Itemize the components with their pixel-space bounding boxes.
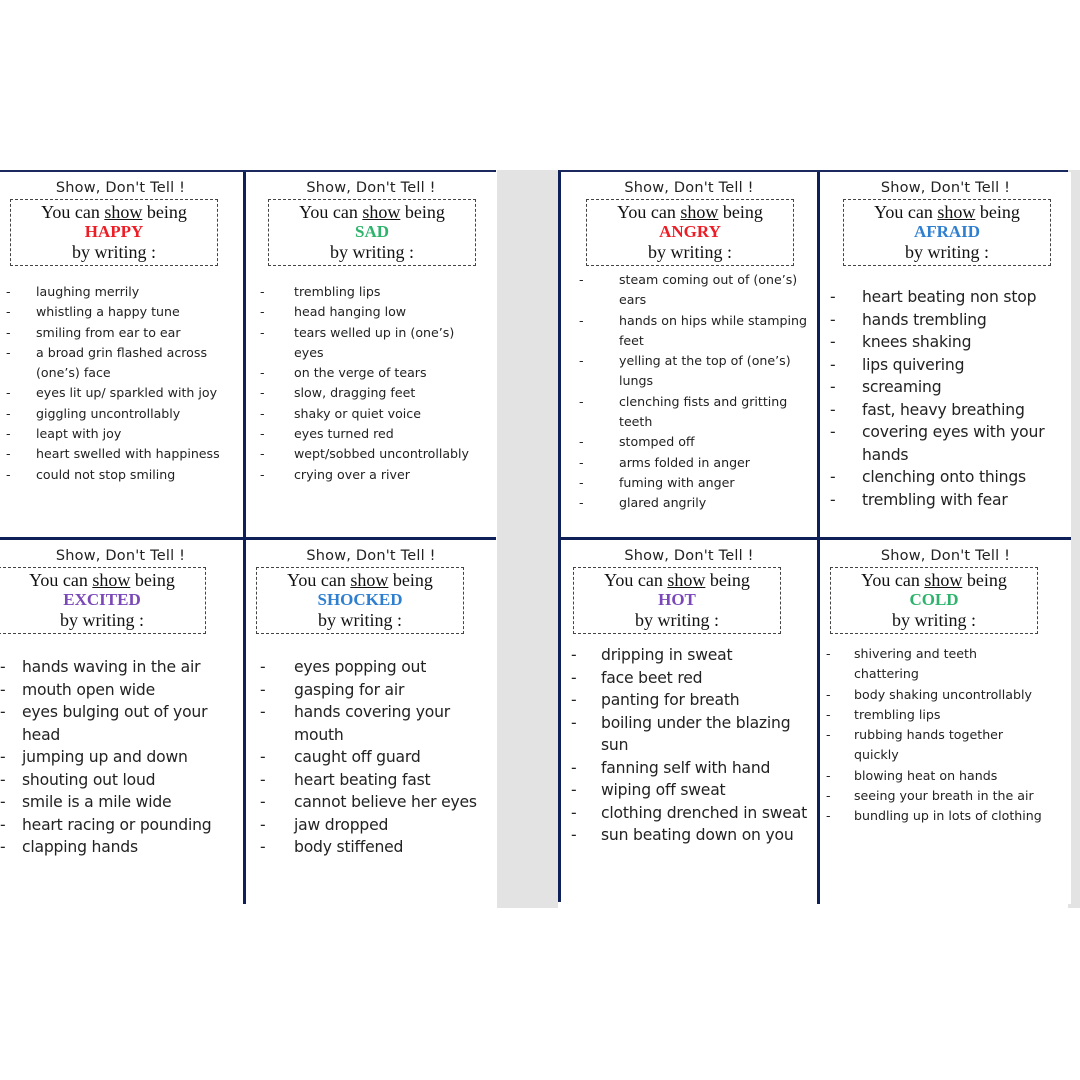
card-excited: [0, 537, 243, 904]
bullet-dash: -: [260, 284, 265, 299]
bullet-dash: -: [579, 474, 584, 490]
list-item: [6, 302, 239, 322]
bullet-dash: -: [571, 668, 577, 687]
bullet-dash: -: [260, 680, 266, 699]
list-item: [830, 421, 1067, 466]
list-item-text: dripping in sweat: [601, 646, 733, 664]
emotion-label-angry: ANGRY: [659, 222, 721, 241]
card-title: Show, Don't Tell !: [880, 180, 1011, 196]
prompt-prefix: You can: [29, 570, 88, 590]
prompt-suffix: by writing :: [635, 610, 719, 630]
prompt-show-word: show: [924, 570, 963, 590]
list-item: [579, 270, 813, 311]
list-item-text: hands trembling: [862, 310, 987, 329]
right-page: [558, 170, 1068, 902]
list-item-text: eyes: [294, 344, 324, 360]
list-item: [0, 679, 239, 702]
prompt-box: [586, 199, 794, 266]
prompt-prefix: You can: [604, 570, 663, 590]
bullet-dash: -: [571, 826, 577, 844]
bullet-dash: -: [0, 703, 6, 721]
bullet-dash: -: [260, 324, 265, 340]
bullet-dash: -: [830, 310, 836, 329]
prompt-show-word: show: [667, 570, 706, 590]
prompt-being: being: [392, 570, 433, 590]
list-item: [6, 465, 239, 485]
list-item: [6, 444, 239, 464]
list-item-text: knees shaking: [862, 333, 972, 351]
bullet-dash: -: [826, 808, 831, 824]
list-item: [826, 705, 1067, 725]
bullet-dash: -: [830, 423, 836, 441]
list-item: [260, 791, 492, 814]
bullet-dash: -: [579, 393, 584, 409]
bullet-dash: -: [260, 815, 266, 834]
list-item: [260, 282, 492, 302]
list-item-text: body stiffened: [294, 838, 404, 856]
list-item-text: clenching onto things: [862, 468, 1026, 486]
bullet-dash: -: [6, 426, 11, 442]
list-item: [579, 432, 813, 452]
list-item: [579, 473, 813, 493]
list-item-text: feet: [619, 332, 644, 348]
list-item-text: lungs: [619, 373, 654, 389]
bullet-dash: -: [830, 490, 836, 509]
bullet-dash: -: [260, 365, 265, 381]
card-happy: [0, 172, 243, 537]
bullet-dash: -: [579, 454, 584, 470]
list-item-text: hands: [862, 445, 909, 464]
bullet-dash: -: [826, 706, 831, 722]
prompt-box: [10, 199, 218, 266]
list-item: [0, 656, 239, 679]
bullet-dash: -: [0, 838, 6, 856]
bullet-dash: -: [830, 355, 836, 374]
list-item: [6, 282, 239, 302]
bullet-dash: -: [826, 767, 831, 783]
list-item: [260, 465, 492, 485]
list-item: [260, 746, 492, 769]
list-item-text: head: [22, 725, 61, 744]
bullet-dash: -: [260, 838, 266, 856]
prompt-being: being: [709, 570, 750, 590]
list-item-text: trembling lips: [294, 284, 381, 299]
list-item-text: stomped off: [619, 434, 695, 450]
bullet-dash: -: [826, 686, 831, 702]
bullet-dash: -: [0, 770, 6, 789]
prompt-suffix: by writing :: [648, 242, 732, 262]
prompt-show-word: show: [350, 570, 389, 590]
list-item-text: lips quivering: [862, 355, 965, 374]
list-item: [260, 424, 492, 444]
bullet-dash: -: [830, 288, 836, 306]
list-item: [830, 466, 1067, 489]
list-item-text: jaw dropped: [294, 815, 389, 834]
bullet-dash: -: [260, 405, 265, 421]
list-item-text: shaky or quiet voice: [294, 405, 421, 421]
prompt-suffix: by writing :: [72, 242, 156, 262]
list-item: [260, 656, 492, 679]
prompt-prefix: You can: [287, 570, 346, 590]
bullet-dash: -: [260, 466, 265, 482]
list-item-text: hands on hips while stamping: [619, 312, 807, 328]
list-item-text: shouting out loud: [22, 770, 156, 789]
card-angry: [561, 172, 817, 537]
list-item: [830, 309, 1067, 332]
list-item: [826, 806, 1067, 826]
bullet-dash: -: [6, 284, 11, 299]
list-item-text: eyes lit up/ sparkled with joy: [36, 385, 218, 401]
list-item-text: eyes bulging out of your: [22, 703, 208, 721]
list-item: [260, 363, 492, 383]
list-item-text: wiping off sweat: [601, 781, 726, 799]
list-item: [6, 323, 239, 343]
list-item-text: sun: [601, 736, 629, 754]
bullet-dash: -: [0, 815, 6, 834]
list-item-text: steam coming out of (one’s): [619, 272, 798, 287]
bullet-dash: -: [579, 353, 584, 369]
list-item: [0, 746, 239, 769]
bullet-dash: -: [6, 344, 11, 360]
list-item-text: hands covering your: [294, 703, 450, 721]
emotion-label-hot: HOT: [658, 590, 696, 609]
prompt-box: [256, 567, 464, 634]
list-item: [830, 376, 1067, 399]
list-item-text: on the verge of tears: [294, 365, 427, 381]
list-item: [0, 791, 239, 814]
list-item-text: tears welled up in (one’s): [294, 324, 455, 340]
list-item: [830, 331, 1067, 354]
prompt-prefix: You can: [617, 202, 676, 222]
list-item-text: whistling a happy tune: [36, 304, 180, 320]
list-item-text: heart racing or pounding: [22, 815, 212, 834]
bullet-dash: -: [0, 748, 6, 766]
list-item: [0, 769, 239, 792]
example-list: [579, 270, 813, 514]
list-item-text: hands waving in the air: [22, 658, 201, 676]
list-item: [830, 399, 1067, 422]
prompt-box: [830, 567, 1038, 634]
list-item-text: quickly: [854, 747, 899, 763]
list-item: [260, 836, 492, 859]
prompt-suffix: by writing :: [60, 610, 144, 630]
emotion-label-afraid: AFRAID: [913, 222, 981, 241]
list-item: [579, 311, 813, 352]
bullet-dash: -: [260, 304, 265, 320]
bullet-dash: -: [826, 788, 831, 804]
bullet-dash: -: [571, 758, 577, 777]
list-item: [0, 836, 239, 859]
list-item: [260, 302, 492, 322]
prompt-being: being: [722, 202, 763, 222]
prompt-suffix: by writing :: [905, 242, 989, 262]
list-item-text: arms folded in anger: [619, 454, 750, 470]
list-item-text: bundling up in lots of clothing: [854, 808, 1042, 824]
example-list: [260, 282, 492, 485]
list-item: [826, 766, 1067, 786]
list-item-text: face beet red: [601, 668, 703, 687]
list-item-text: crying over a river: [294, 466, 410, 482]
list-item-text: clothing drenched in sweat: [601, 803, 807, 822]
bullet-dash: -: [571, 713, 577, 732]
bullet-dash: -: [6, 405, 11, 421]
list-item-text: jumping up and down: [22, 748, 188, 766]
prompt-show-word: show: [92, 570, 131, 590]
list-item: [260, 404, 492, 424]
prompt-suffix: by writing :: [318, 610, 402, 630]
list-item: [826, 786, 1067, 806]
prompt-box: [0, 567, 206, 634]
page-gap: [497, 170, 558, 908]
bullet-dash: -: [0, 793, 6, 811]
list-item: [6, 404, 239, 424]
prompt-show-word: show: [937, 202, 976, 222]
list-item-text: laughing merrily: [36, 284, 140, 299]
list-item: [826, 725, 1067, 766]
example-list: [826, 644, 1067, 827]
card-title: Show, Don't Tell !: [880, 548, 1011, 564]
list-item: [571, 802, 813, 825]
list-item: [6, 424, 239, 444]
list-item: [260, 701, 492, 746]
emotion-label-sad: SAD: [354, 222, 389, 241]
list-item-text: boiling under the blazing: [601, 713, 791, 732]
bullet-dash: -: [260, 446, 265, 462]
list-item: [830, 286, 1067, 309]
bullet-dash: -: [571, 803, 577, 822]
bullet-dash: -: [826, 727, 831, 743]
bullet-dash: -: [571, 646, 577, 664]
left-page: [0, 170, 496, 902]
bullet-dash: -: [830, 468, 836, 486]
list-item-text: heart beating fast: [294, 770, 431, 789]
list-item: [826, 644, 1067, 685]
list-item-text: sun beating down on you: [601, 826, 794, 844]
card-title: Show, Don't Tell !: [55, 548, 186, 564]
bullet-dash: -: [579, 434, 584, 450]
prompt-prefix: You can: [299, 202, 358, 222]
list-item-text: rubbing hands together: [854, 727, 1004, 743]
list-item-text: trembling with fear: [862, 490, 1008, 509]
prompt-being: being: [404, 202, 445, 222]
list-item-text: cannot believe her eyes: [294, 793, 477, 811]
list-item-text: seeing your breath in the air: [854, 788, 1034, 804]
list-item-text: blowing heat on hands: [854, 767, 998, 783]
list-item-text: heart swelled with happiness: [36, 446, 220, 462]
prompt-prefix: You can: [41, 202, 100, 222]
bullet-dash: -: [830, 400, 836, 419]
list-item-text: heart beating non stop: [862, 288, 1037, 306]
bullet-dash: -: [579, 312, 584, 328]
list-item: [260, 814, 492, 837]
list-item-text: slow, dragging feet: [294, 385, 416, 401]
list-item-text: yelling at the top of (one’s): [619, 353, 791, 369]
bullet-dash: -: [571, 781, 577, 799]
list-item-text: (one’s) face: [36, 365, 111, 381]
list-item: [260, 444, 492, 464]
bullet-dash: -: [260, 385, 265, 401]
prompt-prefix: You can: [861, 570, 920, 590]
list-item: [571, 779, 813, 802]
list-item-text: eyes popping out: [294, 658, 427, 676]
list-item: [571, 667, 813, 690]
bullet-dash: -: [260, 426, 265, 442]
bullet-dash: -: [0, 680, 6, 699]
list-item-text: mouth: [294, 725, 344, 744]
example-list: [0, 656, 239, 859]
card-title: Show, Don't Tell !: [624, 180, 754, 196]
bullet-dash: -: [830, 378, 836, 396]
list-item-text: eyes turned red: [294, 426, 394, 442]
card-afraid: [817, 172, 1071, 537]
prompt-suffix: by writing :: [330, 242, 414, 262]
prompt-suffix: by writing :: [892, 610, 976, 630]
list-item-text: teeth: [619, 414, 653, 430]
list-item: [571, 644, 813, 667]
prompt-prefix: You can: [874, 202, 933, 222]
prompt-show-word: show: [362, 202, 401, 222]
list-item-text: giggling uncontrollably: [36, 405, 181, 421]
list-item: [579, 493, 813, 513]
list-item: [6, 343, 239, 384]
list-item-text: clenching fists and gritting: [619, 393, 788, 409]
emotion-label-shocked: SHOCKED: [317, 590, 403, 609]
list-item-text: gasping for air: [294, 680, 405, 699]
prompt-box: [843, 199, 1051, 266]
bullet-dash: -: [830, 333, 836, 351]
example-list: [6, 282, 239, 485]
list-item: [0, 701, 239, 746]
bullet-dash: -: [579, 272, 584, 287]
prompt-being: being: [134, 570, 175, 590]
list-item: [826, 685, 1067, 705]
list-item: [260, 769, 492, 792]
list-item-text: smiling from ear to ear: [36, 324, 181, 340]
list-item-text: fast, heavy breathing: [862, 400, 1025, 419]
card-title: Show, Don't Tell !: [55, 180, 186, 196]
list-item-text: fanning self with hand: [601, 758, 771, 777]
list-item: [571, 824, 813, 847]
card-shocked: [243, 537, 496, 904]
prompt-box: [573, 567, 781, 634]
prompt-box: [268, 199, 476, 266]
bullet-dash: -: [6, 385, 11, 401]
bullet-dash: -: [6, 304, 11, 320]
list-item: [260, 679, 492, 702]
list-item-text: mouth open wide: [22, 680, 156, 699]
card-title: Show, Don't Tell !: [624, 548, 754, 564]
prompt-being: being: [146, 202, 187, 222]
example-list: [571, 644, 813, 847]
list-item-text: smile is a mile wide: [22, 793, 172, 811]
list-item: [571, 757, 813, 780]
bullet-dash: -: [6, 446, 11, 462]
card-sad: [243, 172, 496, 537]
list-item-text: could not stop smiling: [36, 466, 176, 482]
list-item-text: a broad grin flashed across: [36, 344, 207, 360]
bullet-dash: -: [260, 658, 266, 676]
card-title: Show, Don't Tell !: [306, 548, 436, 564]
bullet-dash: -: [260, 770, 266, 789]
bullet-dash: -: [260, 793, 266, 811]
list-item-text: panting for breath: [601, 691, 740, 709]
list-item: [830, 354, 1067, 377]
list-item: [579, 351, 813, 392]
prompt-being: being: [966, 570, 1007, 590]
list-item-text: leapt with joy: [36, 426, 122, 442]
example-list: [260, 656, 492, 859]
bullet-dash: -: [571, 691, 577, 709]
list-item-text: shivering and teeth: [854, 646, 977, 661]
list-item: [571, 689, 813, 712]
list-item: [260, 323, 492, 364]
list-item-text: ears: [619, 292, 647, 308]
bullet-dash: -: [260, 748, 266, 766]
list-item: [0, 814, 239, 837]
list-item-text: head hanging low: [294, 304, 407, 320]
example-list: [830, 286, 1067, 511]
list-item: [830, 489, 1067, 512]
card-cold: [817, 537, 1071, 904]
bullet-dash: -: [826, 646, 831, 661]
prompt-show-word: show: [680, 202, 719, 222]
list-item: [6, 383, 239, 403]
list-item: [579, 453, 813, 473]
bullet-dash: -: [260, 703, 266, 721]
bullet-dash: -: [6, 324, 11, 340]
list-item-text: glared angrily: [619, 495, 707, 511]
list-item-text: body shaking uncontrollably: [854, 686, 1032, 702]
list-item-text: chattering: [854, 666, 919, 682]
list-item: [571, 712, 813, 757]
list-item-text: screaming: [862, 378, 942, 396]
emotion-label-excited: EXCITED: [63, 590, 141, 609]
list-item-text: caught off guard: [294, 748, 421, 766]
list-item-text: covering eyes with your: [862, 423, 1045, 441]
list-item-text: fuming with anger: [619, 474, 735, 490]
bullet-dash: -: [0, 658, 6, 676]
card-hot: [561, 537, 817, 904]
bullet-dash: -: [6, 466, 11, 482]
list-item-text: clapping hands: [22, 838, 138, 856]
bullet-dash: -: [579, 495, 584, 511]
list-item: [579, 392, 813, 433]
prompt-show-word: show: [104, 202, 143, 222]
list-item-text: trembling lips: [854, 706, 941, 722]
prompt-being: being: [979, 202, 1020, 222]
card-title: Show, Don't Tell !: [306, 180, 436, 196]
emotion-label-cold: COLD: [909, 590, 959, 609]
list-item: [260, 383, 492, 403]
emotion-label-happy: HAPPY: [84, 222, 144, 241]
list-item-text: wept/sobbed uncontrollably: [294, 446, 470, 462]
